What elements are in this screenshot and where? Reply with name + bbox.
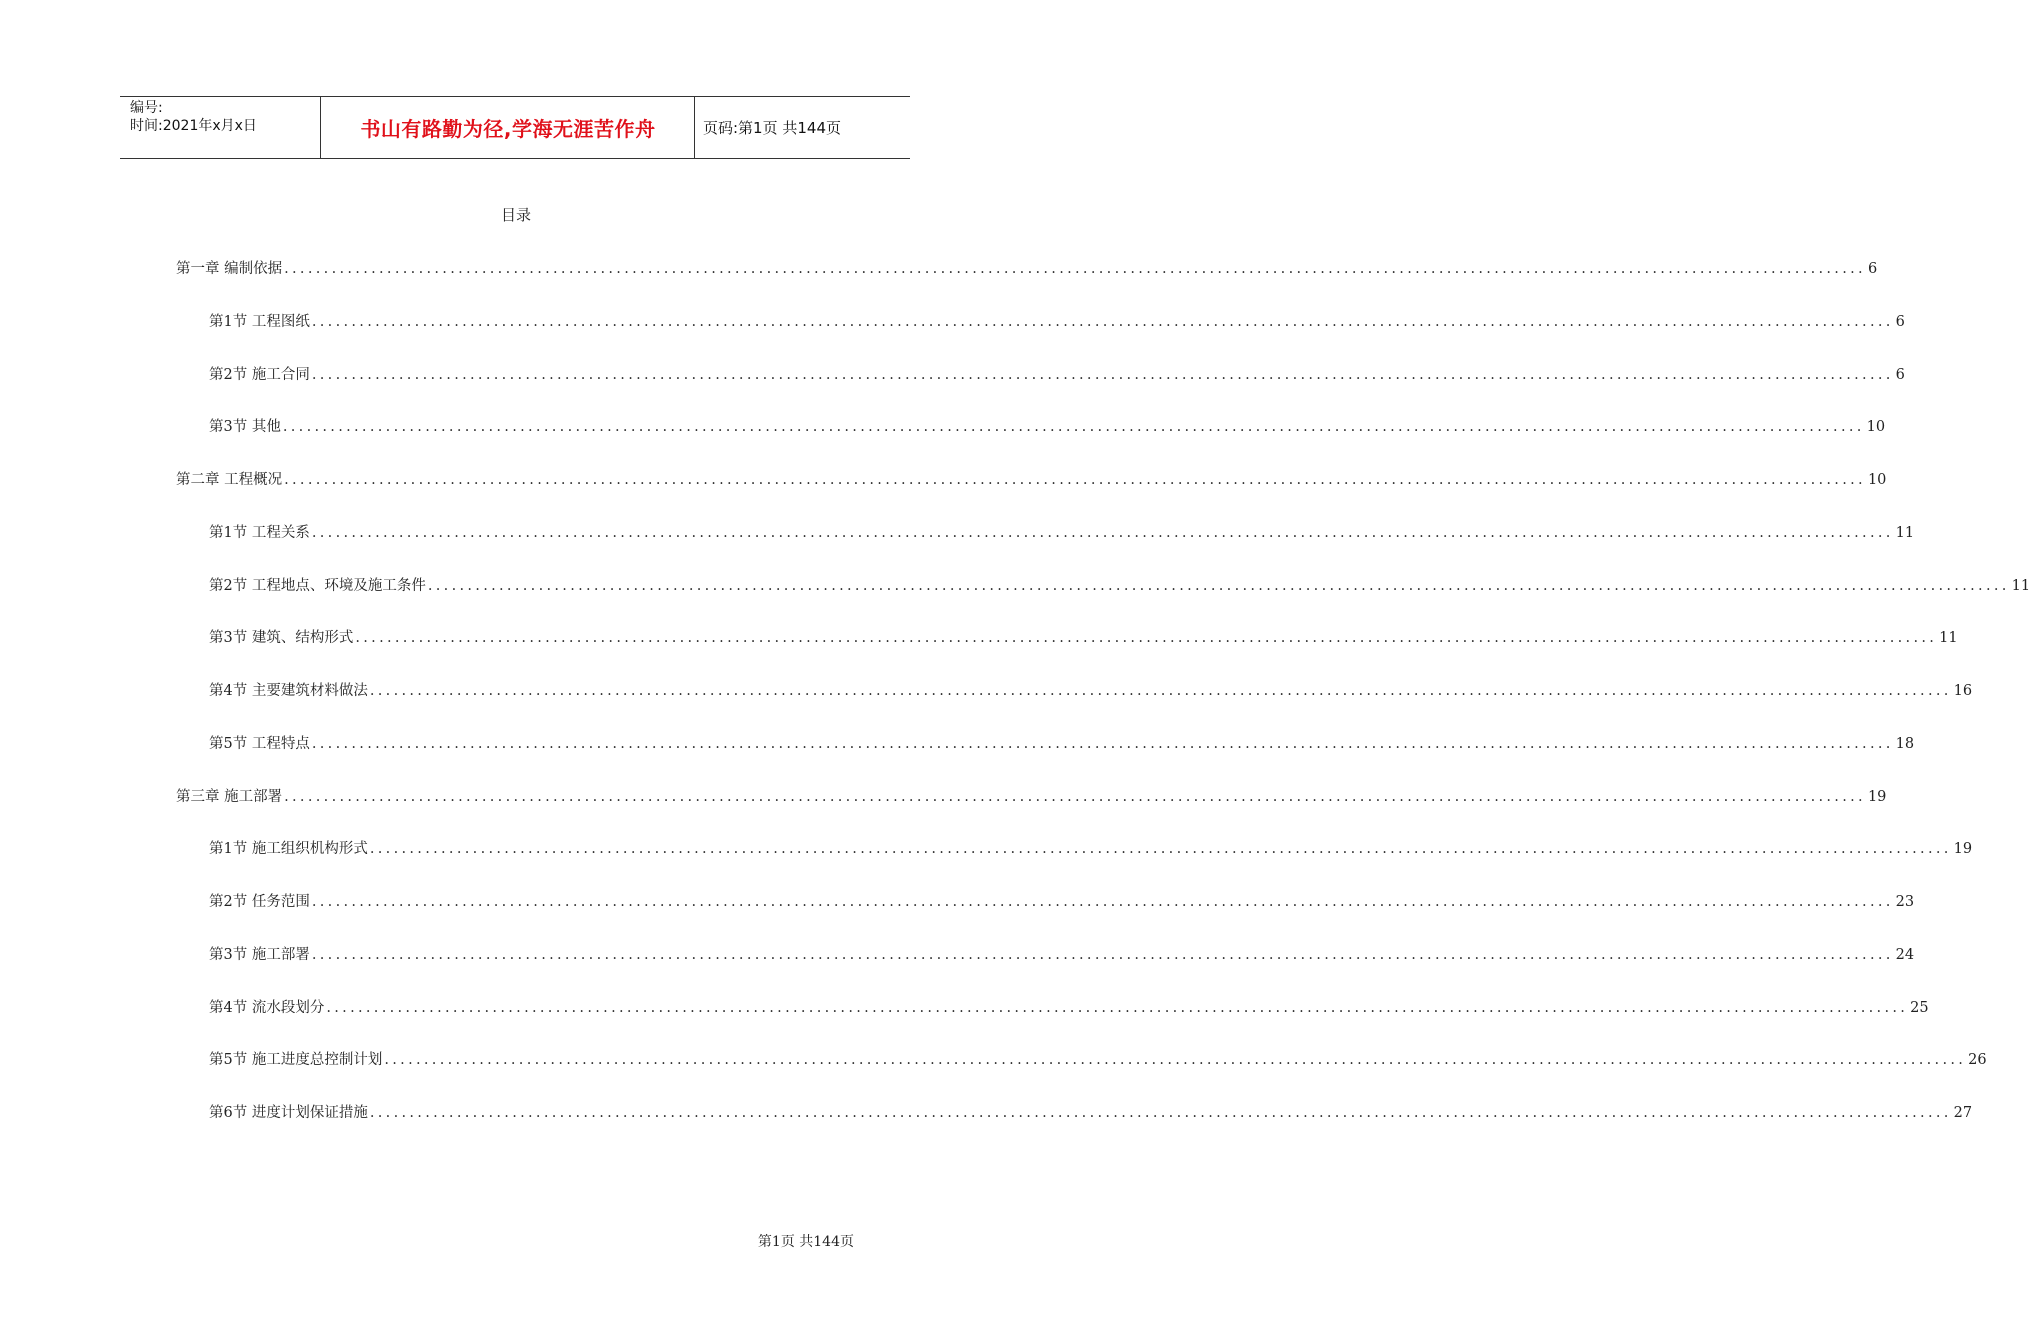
document-header	[120, 96, 910, 159]
header-divider	[694, 97, 695, 158]
header-meta	[130, 99, 320, 135]
toc-entry-label: 第2节 任务范围	[209, 894, 310, 910]
toc-entry-page: 10	[1866, 419, 1886, 435]
toc-dot-leader: ........................................................................................................................................................................................................	[311, 736, 1894, 752]
toc-dot-leader: ........................................................................................................................................................................................................	[284, 472, 1866, 488]
toc-entry-page: 19	[1867, 789, 1887, 805]
toc-section-entry[interactable]	[209, 837, 1973, 859]
header-divider	[320, 97, 321, 158]
toc-section-entry[interactable]	[209, 521, 1915, 543]
toc-entry-label: 第3节 施工部署	[209, 947, 310, 963]
toc-section-entry[interactable]	[209, 679, 1973, 701]
toc-dot-leader: ........................................................................................................................................................................................................	[369, 841, 1952, 857]
toc-dot-leader: ........................................................................................................................................................................................................	[311, 314, 1894, 330]
toc-chapter-entry[interactable]	[176, 785, 1887, 807]
toc-entry-label: 第二章 工程概况	[176, 472, 283, 488]
toc-title: 目录	[500, 206, 531, 224]
toc-entry-page: 26	[1968, 1052, 1987, 1068]
toc-entry-page: 6	[1867, 261, 1878, 277]
toc-section-entry[interactable]	[209, 310, 1905, 332]
toc-entry-label: 第4节 流水段划分	[209, 1000, 325, 1016]
toc-entry-label: 第6节 进度计划保证措施	[209, 1105, 368, 1121]
toc-entry-page: 11	[1895, 525, 1915, 541]
toc-dot-leader: ........................................................................................................................................................................................................	[311, 947, 1894, 963]
toc-entry-page: 10	[1867, 472, 1887, 488]
toc-dot-leader: ........................................................................................................................................................................................................	[311, 367, 1894, 383]
toc-section-entry[interactable]	[209, 943, 1915, 965]
toc-entry-label: 第4节 主要建筑材料做法	[209, 683, 368, 699]
toc-section-entry[interactable]	[209, 574, 2030, 596]
toc-entry-page: 24	[1895, 947, 1915, 963]
toc-entry-page: 6	[1895, 314, 1905, 330]
toc-entry-page: 11	[1939, 630, 1958, 646]
toc-entry-page: 16	[1953, 683, 1973, 699]
toc-section-entry[interactable]	[209, 996, 1929, 1018]
toc-entry-label: 第1节 施工组织机构形式	[209, 841, 368, 857]
toc-entry-label: 第一章 编制依据	[176, 261, 283, 277]
toc-entry-page: 25	[1910, 1000, 1929, 1016]
toc-entry-page: 23	[1895, 894, 1915, 910]
toc-section-entry[interactable]	[209, 626, 1958, 648]
number-label: 编号:	[130, 100, 163, 116]
toc-section-entry[interactable]	[209, 1048, 1987, 1070]
toc-chapter-entry[interactable]	[176, 257, 1878, 279]
toc-entry-page: 11	[2011, 578, 2030, 594]
toc-dot-leader: ........................................................................................................................................................................................................	[284, 261, 1866, 277]
toc-dot-leader: ........................................................................................................................................................................................................	[311, 894, 1894, 910]
toc-dot-leader: ........................................................................................................................................................................................................	[282, 419, 1865, 435]
toc-entry-page: 6	[1895, 367, 1905, 383]
toc-dot-leader: ........................................................................................................................................................................................................	[284, 789, 1866, 805]
toc-entry-label: 第2节 施工合同	[209, 367, 310, 383]
toc-section-entry[interactable]	[209, 363, 1905, 385]
toc-entry-page: 19	[1953, 841, 1973, 857]
toc-dot-leader: ........................................................................................................................................................................................................	[326, 1000, 1909, 1016]
toc-section-entry[interactable]	[209, 732, 1915, 754]
toc-entry-label: 第1节 工程关系	[209, 525, 310, 541]
toc-dot-leader: ........................................................................................................................................................................................................	[355, 630, 1938, 646]
toc-entry-label: 第1节 工程图纸	[209, 314, 310, 330]
time-label: 时间:2021年x月x日	[130, 118, 257, 134]
toc-section-entry[interactable]	[209, 415, 1886, 437]
toc-dot-leader: ........................................................................................................................................................................................................	[427, 578, 2010, 594]
toc-dot-leader: ........................................................................................................................................................................................................	[384, 1052, 1967, 1068]
toc-entry-label: 第3节 建筑、结构形式	[209, 630, 354, 646]
toc-dot-leader: ........................................................................................................................................................................................................	[369, 683, 1952, 699]
toc-entry-label: 第3节 其他	[209, 419, 281, 435]
toc-section-entry[interactable]	[209, 890, 1915, 912]
toc-entry-page: 27	[1953, 1105, 1973, 1121]
toc-entry-label: 第5节 施工进度总控制计划	[209, 1052, 383, 1068]
toc-entry-label: 第三章 施工部署	[176, 789, 283, 805]
toc-entry-page: 18	[1895, 736, 1915, 752]
footer-page-info: 第1页 共144页	[757, 1234, 854, 1250]
header-page-info: 页码:第1页 共144页	[703, 119, 841, 137]
toc-chapter-entry[interactable]	[176, 468, 1887, 490]
toc-dot-leader: ........................................................................................................................................................................................................	[311, 525, 1894, 541]
header-motto: 书山有路勤为径,学海无涯苦作舟	[360, 117, 656, 141]
toc-dot-leader: ........................................................................................................................................................................................................	[369, 1105, 1952, 1121]
toc-section-entry[interactable]	[209, 1101, 1973, 1123]
toc-entry-label: 第2节 工程地点、环境及施工条件	[209, 578, 426, 594]
toc-entry-label: 第5节 工程特点	[209, 736, 310, 752]
